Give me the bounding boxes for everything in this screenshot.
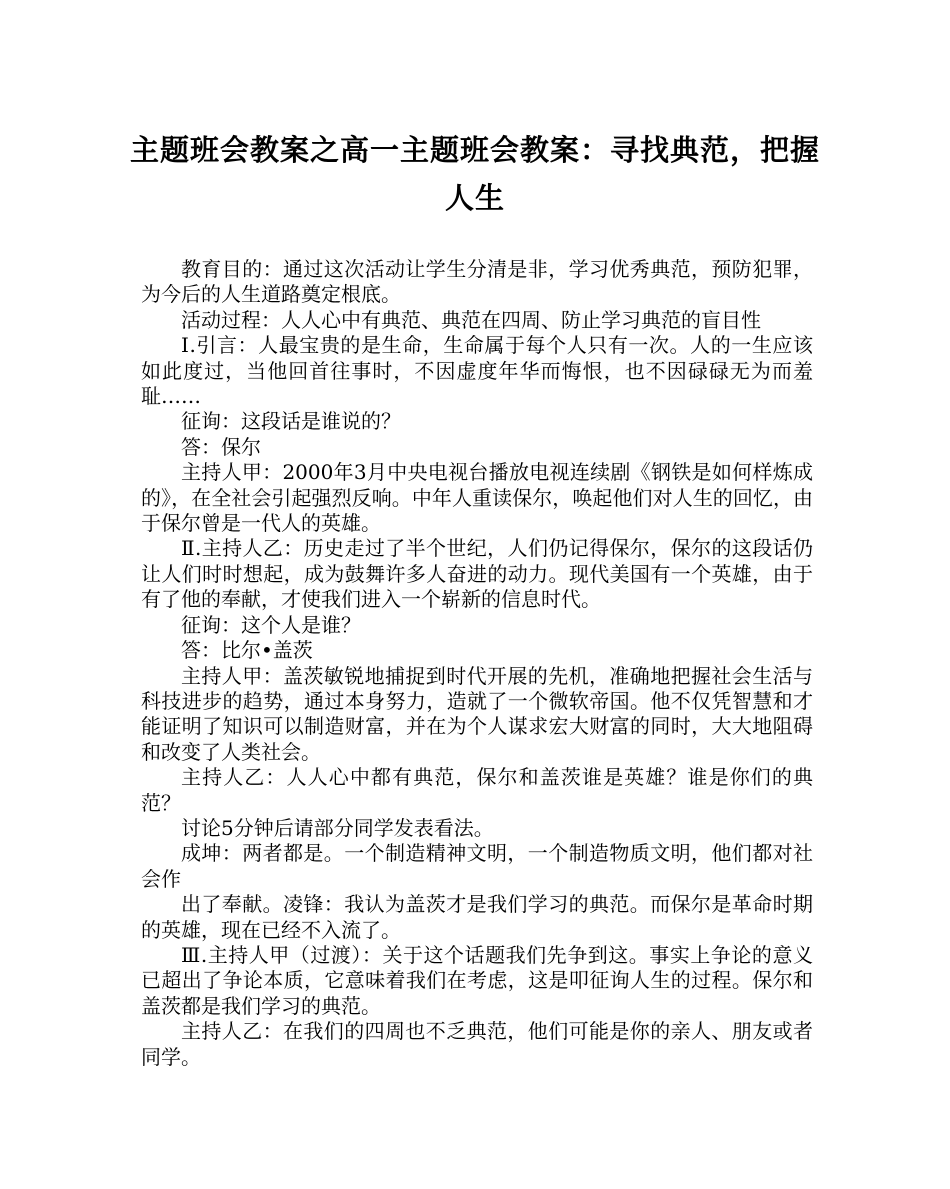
document-body [141,257,813,1070]
paragraph-host-b-1: Ⅱ.主持人乙：历史走过了半个世纪，人们仍记得保尔，保尔的这段话仍让人们时时想起，成为鼓舞许多人奋进的动力。现代美国有一个英雄，由于有了他的奉献，才使我们进入一个崭新的信息时代。 [141,536,813,612]
paragraph-answer-1: 答：保尔 [181,434,261,459]
paragraph-question-2: 征询：这个人是谁？ [181,612,361,637]
paragraph-answer-2: 答：比尔•盖茨 [181,638,313,663]
paragraph-question-1: 征询：这段话是谁说的？ [181,409,401,434]
paragraph-process: 活动过程：人人心中有典范、典范在四周、防止学习典范的盲目性 [181,307,761,332]
paragraph-discussion: 讨论5分钟后请部分同学发表看法。 [181,815,494,840]
paragraph-purpose: 教育目的：通过这次活动让学生分清是非，学习优秀典范，预防犯罪，为今后的人生道路奠定根底。 [141,257,813,307]
paragraph-lingfeng: 出了奉献。凌锋：我认为盖茨才是我们学习的典范。而保尔是革命时期的英雄，现在已经不入流了。 [141,892,813,942]
paragraph-intro: Ⅰ.引言：人最宝贵的是生命，生命属于每个人只有一次。人的一生应该如此度过，当他回首往事时，不因虚度年华而悔恨，也不因碌碌无为而羞耻…… [141,333,813,409]
paragraph-host-a-2: 主持人甲：盖茨敏锐地捕捉到时代开展的先机，准确地把握社会生活与科技进步的趋势，通过本身努力，造就了一个微软帝国。他不仅凭智慧和才能证明了知识可以制造财富，并在为个人谋求宏大财富的同时，大大地阻碍和改变了人类社会。 [141,663,813,764]
paragraph-host-b-2: 主持人乙：人人心中都有典范，保尔和盖茨谁是英雄？谁是你们的典范？ [141,765,813,815]
paragraph-chengkun: 成坤：两者都是。一个制造精神文明，一个制造物质文明，他们都对社会作 [141,841,813,891]
document-title: 主题班会教案之高一主题班会教案：寻找典范，把握人生 [130,133,821,215]
paragraph-host-a-3: Ⅲ.主持人甲（过渡）：关于这个话题我们先争到这。事实上争论的意义已超出了争论本质，它意味着我们在考虑，这是叩征询人生的过程。保尔和盖茨都是我们学习的典范。 [141,942,813,1018]
paragraph-host-b-3: 主持人乙：在我们的四周也不乏典范，他们可能是你的亲人、朋友或者同学。 [141,1019,813,1069]
paragraph-host-a-1: 主持人甲：2000年3月中央电视台播放电视连续剧《钢铁是如何样炼成的》，在全社会引起强烈反响。中年人重读保尔，唤起他们对人生的回忆，由于保尔曾是一代人的英雄。 [141,460,813,536]
